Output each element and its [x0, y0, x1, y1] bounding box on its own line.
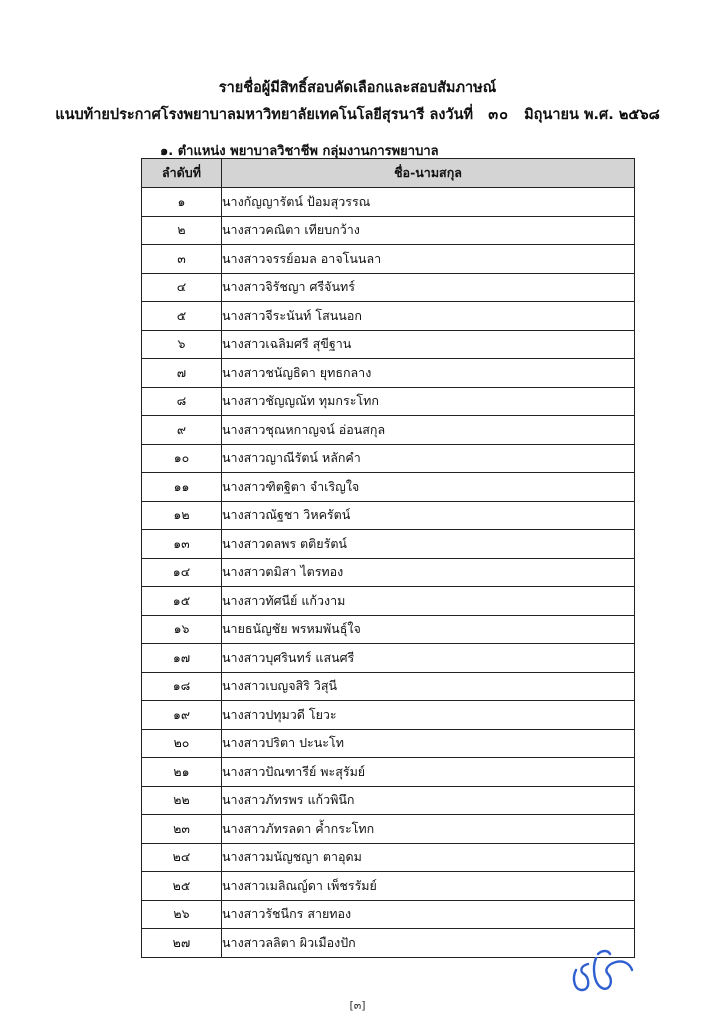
row-full-name: นางสาวมนัญชญา ตาอุดม — [222, 843, 635, 872]
row-order-number: ๔ — [142, 273, 222, 302]
row-full-name: นางสาวจิรัชญา ศรีจันทร์ — [222, 273, 635, 302]
row-order-number: ๙ — [142, 416, 222, 445]
row-order-number: ๒ — [142, 216, 222, 245]
row-full-name: นางสาวเมลิณญ์ดา เพ็ชรรัมย์ — [222, 872, 635, 901]
row-full-name: นางสาวเบญจสิริ วิสุนี — [222, 672, 635, 701]
row-order-number: ๑๙ — [142, 701, 222, 730]
signature-icon — [568, 940, 640, 1000]
row-full-name: นางสาวจรรย์อมล อาจโนนลา — [222, 245, 635, 274]
table-row — [142, 615, 635, 644]
table-row — [142, 444, 635, 473]
row-order-number: ๒๑ — [142, 758, 222, 787]
candidate-table — [141, 158, 635, 958]
row-order-number: ๑๘ — [142, 672, 222, 701]
table-row — [142, 644, 635, 673]
row-full-name: นายธนัญชัย พรหมพันธุ์ใจ — [222, 615, 635, 644]
row-full-name: นางสาวจีระนันท์ โสนนอก — [222, 302, 635, 331]
table-row — [142, 786, 635, 815]
announcement-year: ๒๕๖๘ — [618, 107, 660, 123]
row-order-number: ๒๖ — [142, 900, 222, 929]
row-order-number: ๑๔ — [142, 558, 222, 587]
header-name: ชื่อ-นามสกุล — [222, 159, 635, 188]
row-full-name: นางสาวชัญญณัท ทุมกระโทก — [222, 387, 635, 416]
row-order-number: ๕ — [142, 302, 222, 331]
row-full-name: นางสาวบุศรินทร์ แสนศรี — [222, 644, 635, 673]
row-order-number: ๒๒ — [142, 786, 222, 815]
table-row — [142, 729, 635, 758]
table-row — [142, 672, 635, 701]
table-row — [142, 330, 635, 359]
row-full-name: นางสาวปัณฑารีย์ พะสุรัมย์ — [222, 758, 635, 787]
table-row — [142, 843, 635, 872]
table-row — [142, 558, 635, 587]
table-row — [142, 216, 635, 245]
row-full-name: นางสาวลลิตา ผิวเมืองปัก — [222, 929, 635, 958]
announcement-day: ๓๐ — [488, 107, 509, 123]
table-row — [142, 501, 635, 530]
row-full-name: นางสาวปริตา ปะนะโท — [222, 729, 635, 758]
row-order-number: ๒๕ — [142, 872, 222, 901]
row-full-name: นางสาวปทุมวดี โยวะ — [222, 701, 635, 730]
row-full-name: นางกัญญารัตน์ ป้อมสุวรรณ — [222, 188, 635, 217]
row-full-name: นางสาวชนัญธิดา ยุทธกลาง — [222, 359, 635, 388]
row-order-number: ๑๒ — [142, 501, 222, 530]
table-row — [142, 929, 635, 958]
table-row — [142, 900, 635, 929]
row-full-name: นางสาวรัชนีกร สายทอง — [222, 900, 635, 929]
document-title: รายชื่อผู้มีสิทธิ์สอบคัดเลือกและสอบสัมภาษณ์ — [218, 80, 497, 96]
table-row — [142, 245, 635, 274]
row-order-number: ๒๔ — [142, 843, 222, 872]
row-order-number: ๑๗ — [142, 644, 222, 673]
table-row — [142, 530, 635, 559]
table-row — [142, 758, 635, 787]
section-heading: ๑. ตำแหน่ง พยาบาลวิชาชีพ กลุ่มงานการพยาบาล — [160, 144, 439, 159]
row-order-number: ๖ — [142, 330, 222, 359]
row-full-name: นางสาวเฉลิมศรี สุขีฐาน — [222, 330, 635, 359]
document-subtitle — [0, 103, 715, 126]
row-order-number: ๑ — [142, 188, 222, 217]
table-row — [142, 587, 635, 616]
row-full-name: นางสาวคณิตา เทียบกว้าง — [222, 216, 635, 245]
row-full-name: นางสาวฑิตฐิตา จำเริญใจ — [222, 473, 635, 502]
table-row — [142, 273, 635, 302]
subtitle-text: แนบท้ายประกาศโรงพยาบาลมหาวิทยาลัยเทคโนโลยีสุรนารี ลงวันที่ — [55, 107, 474, 123]
table-row — [142, 815, 635, 844]
table-header-row — [142, 159, 635, 188]
table-row — [142, 188, 635, 217]
page-number: [๓] — [349, 999, 366, 1012]
row-order-number: ๒๐ — [142, 729, 222, 758]
announcement-month-prefix: มิถุนายน พ.ศ. — [524, 107, 614, 123]
row-order-number: ๘ — [142, 387, 222, 416]
row-order-number: ๑๑ — [142, 473, 222, 502]
table-row — [142, 302, 635, 331]
row-full-name: นางสาวญาณีรัตน์ หลักคำ — [222, 444, 635, 473]
header-order: ลำดับที่ — [142, 159, 222, 188]
row-full-name: นางสาวตมิสา ไตรทอง — [222, 558, 635, 587]
table-row — [142, 387, 635, 416]
table-row — [142, 359, 635, 388]
row-order-number: ๑๐ — [142, 444, 222, 473]
table-row — [142, 701, 635, 730]
row-full-name: นางสาวณัฐชา วิหครัตน์ — [222, 501, 635, 530]
row-order-number: ๑๓ — [142, 530, 222, 559]
row-order-number: ๑๖ — [142, 615, 222, 644]
row-order-number: ๑๕ — [142, 587, 222, 616]
row-full-name: นางสาวดลพร ตติยรัตน์ — [222, 530, 635, 559]
row-full-name: นางสาวภัทรพร แก้วพินึก — [222, 786, 635, 815]
row-order-number: ๓ — [142, 245, 222, 274]
row-full-name: นางสาวชุณหกาญจน์ อ่อนสกุล — [222, 416, 635, 445]
table-row — [142, 416, 635, 445]
row-order-number: ๒๓ — [142, 815, 222, 844]
row-full-name: นางสาวทัศนีย์ แก้วงาม — [222, 587, 635, 616]
table-body — [142, 188, 635, 958]
row-full-name: นางสาวภัทรลดา ค้ำกระโทก — [222, 815, 635, 844]
table-row — [142, 473, 635, 502]
row-order-number: ๒๗ — [142, 929, 222, 958]
table-row — [142, 872, 635, 901]
row-order-number: ๗ — [142, 359, 222, 388]
